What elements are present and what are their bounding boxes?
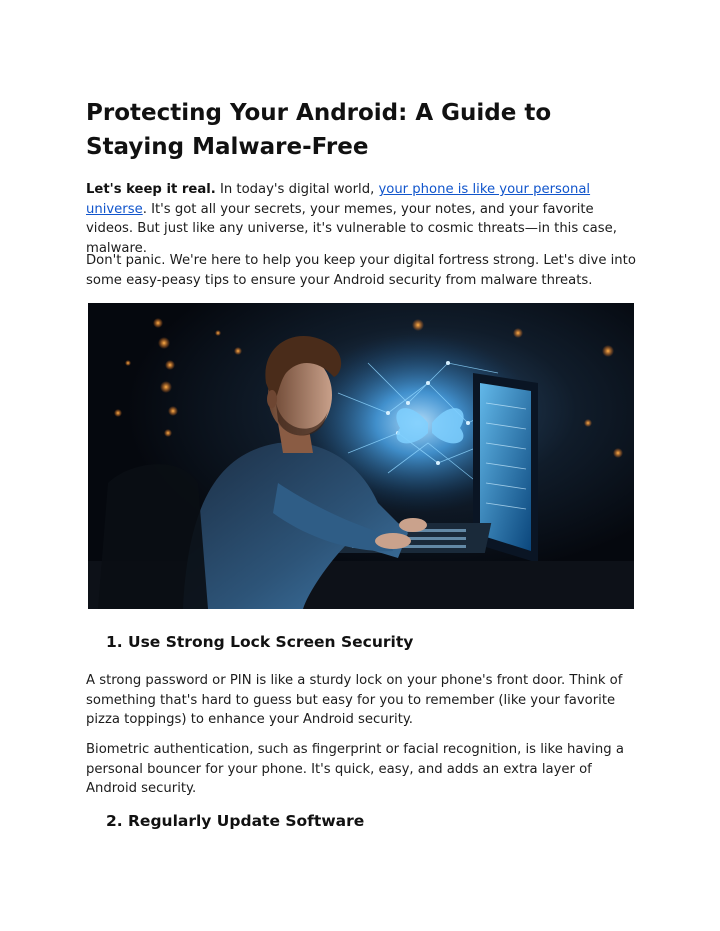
section-1-title: Use Strong Lock Screen Security bbox=[128, 633, 414, 651]
intro-text-after-link: . It's got all your secrets, your memes, your notes, and your favorite videos. But just like any universe, it's vulnerable to cosmic threats—in this case, malware. bbox=[86, 201, 617, 256]
personal-universe-link[interactable]: your phone is like your personal universe bbox=[86, 182, 591, 217]
section-1-number: 1. bbox=[106, 633, 123, 651]
intro-text-before-link: In today's digital world, bbox=[215, 182, 379, 197]
dont-panic-paragraph: Don't panic. We're here to help you keep your digital fortress strong. Let's dive into some easy-peasy tips to ensure your Android security from malware threats. bbox=[86, 253, 636, 288]
section-2-title: Regularly Update Software bbox=[128, 812, 365, 830]
section-1-heading bbox=[106, 631, 413, 653]
intro-lead-bold: Let's keep it real. bbox=[86, 182, 216, 197]
section-2-number: 2. bbox=[106, 812, 123, 830]
man-at-computer-image bbox=[88, 303, 634, 609]
lock-screen-paragraph: A strong password or PIN is like a sturdy lock on your phone's front door. Think of something that's hard to guess but easy for you to remember (like your favorite pizza toppings) to enhance your Android security. bbox=[86, 673, 623, 727]
section-2-heading bbox=[106, 810, 364, 832]
hero-illustration bbox=[88, 303, 634, 609]
article-title: Protecting Your Android: A Guide to Staying Malware-Free bbox=[86, 100, 552, 160]
intro-paragraph bbox=[86, 180, 638, 258]
biometric-paragraph: Biometric authentication, such as fingerprint or facial recognition, is like having a personal bouncer for your phone. It's quick, easy, and adds an extra layer of Android security. bbox=[86, 742, 624, 796]
chair bbox=[98, 464, 208, 609]
